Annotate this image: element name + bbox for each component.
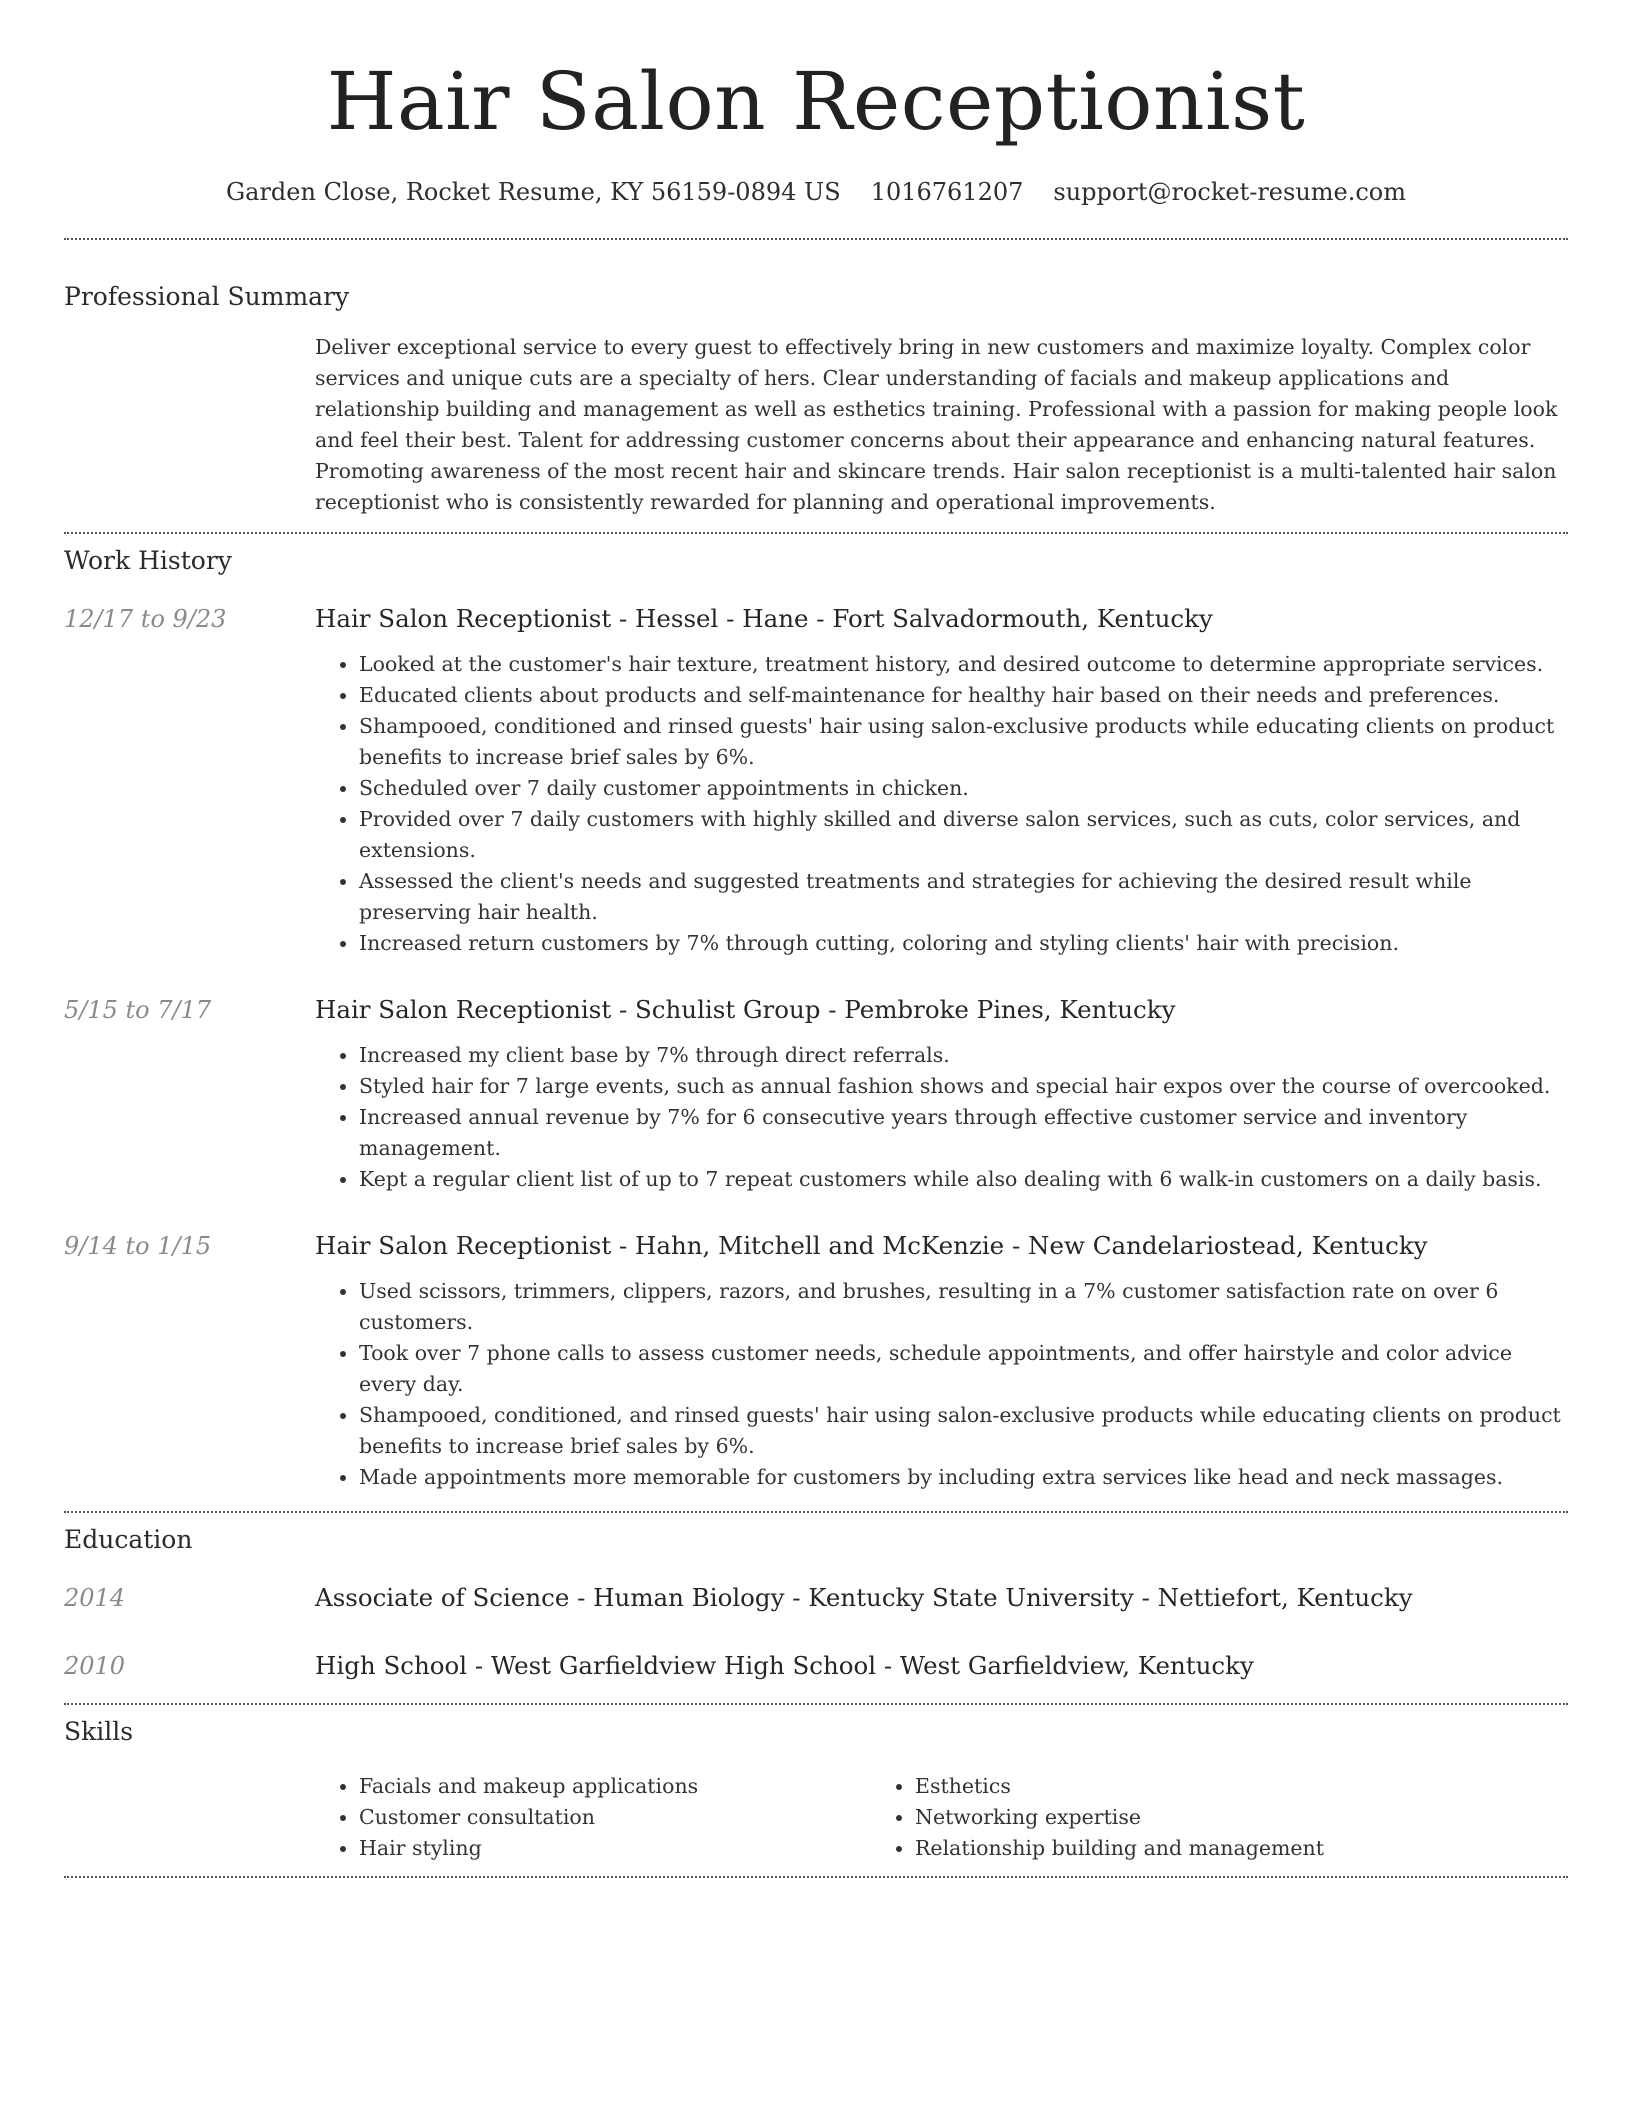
skills-column-left	[315, 1771, 931, 1864]
skills-list	[315, 1771, 1568, 1876]
divider	[64, 1876, 1568, 1878]
summary-text: Deliver exceptional service to every guest to effectively bring in new customers and maximize loyalty. Complex color services and unique cuts are a specialty of hers. Clear understanding of facials and makeup applications and relationship building and management as well as esthetics training. Professional with a passion for making people look and feel their best. Talent for addressing customer concerns about their appearance and enhancing natural features. Promoting awareness of the most recent hair and skincare trends. Hair salon receptionist is a multi-talented hair salon receptionist who is consistently rewarded for planning and operational improvements.	[315, 335, 1558, 514]
skill-item: • Esthetics	[915, 1771, 1515, 1802]
job-heading: Hair Salon Receptionist - Schulist Group - Pembroke Pines, Kentucky	[315, 995, 1176, 1024]
list-item: • Educated clients about products and self-maintenance for healthy hair based on their needs and preferences.	[359, 680, 1568, 711]
skill-item: • Networking expertise	[915, 1802, 1515, 1833]
divider	[64, 1703, 1568, 1705]
education-entry	[64, 1581, 1568, 1615]
list-item: • Shampooed, conditioned, and rinsed guests' hair using salon-exclusive products while educating clients on product benefits to increase brief sales by 6%.	[359, 1400, 1568, 1462]
section-title-skills: Skills	[64, 1717, 134, 1746]
education-heading: High School - West Garfieldview High School - West Garfieldview, Kentucky	[315, 1651, 1254, 1680]
list-item: • Increased annual revenue by 7% for 6 consecutive years through effective customer service and inventory management.	[359, 1102, 1568, 1164]
section-title-summary: Professional Summary	[64, 282, 350, 311]
job-entry	[64, 602, 1568, 959]
resume-page	[64, 0, 1568, 1878]
skill-item: • Facials and makeup applications	[359, 1771, 931, 1802]
education-entry	[64, 1649, 1568, 1683]
job-dates: 12/17 to 9/23	[64, 605, 227, 633]
education-year: 2014	[64, 1584, 126, 1612]
section-title-education: Education	[64, 1525, 193, 1554]
job-bullets	[315, 649, 1568, 959]
contact-email[interactable]: support@rocket-resume.com	[1053, 178, 1407, 206]
job-heading: Hair Salon Receptionist - Hessel - Hane - Fort Salvadormouth, Kentucky	[315, 604, 1213, 633]
skill-item: • Customer consultation	[359, 1802, 931, 1833]
divider	[64, 532, 1568, 534]
list-item: • Took over 7 phone calls to assess customer needs, schedule appointments, and offer hairstyle and color advice every day.	[359, 1338, 1568, 1400]
job-dates: 9/14 to 1/15	[64, 1232, 212, 1260]
job-bullets	[315, 1040, 1568, 1195]
job-dates: 5/15 to 7/17	[64, 996, 212, 1024]
list-item: • Used scissors, trimmers, clippers, razors, and brushes, resulting in a 7% customer satisfaction rate on over 6 customers.	[359, 1276, 1568, 1338]
divider	[64, 1511, 1568, 1513]
divider	[64, 238, 1568, 240]
list-item: • Looked at the customer's hair texture, treatment history, and desired outcome to determine appropriate services.	[359, 649, 1568, 680]
list-item: • Kept a regular client list of up to 7 repeat customers while also dealing with 6 walk-in customers on a daily basis.	[359, 1164, 1568, 1195]
resume-name-title: Hair Salon Receptionist	[326, 55, 1306, 148]
job-entry	[64, 993, 1568, 1195]
list-item: • Made appointments more memorable for customers by including extra services like head and neck massages.	[359, 1462, 1568, 1493]
list-item: • Styled hair for 7 large events, such as annual fashion shows and special hair expos over the course of overcooked.	[359, 1071, 1568, 1102]
list-item: • Shampooed, conditioned and rinsed guests' hair using salon-exclusive products while educating clients on product benefits to increase brief sales by 6%.	[359, 711, 1568, 773]
skill-item: • Relationship building and management	[915, 1833, 1515, 1864]
contact-phone: 1016761207	[870, 178, 1024, 206]
contact-address: Garden Close, Rocket Resume, KY 56159-0894 US	[225, 178, 841, 206]
contact-line	[64, 176, 1568, 208]
job-heading: Hair Salon Receptionist - Hahn, Mitchell and McKenzie - New Candelariostead, Kentucky	[315, 1231, 1428, 1260]
section-title-work-history: Work History	[64, 546, 232, 575]
list-item: • Provided over 7 daily customers with highly skilled and diverse salon services, such as cuts, color services, and extensions.	[359, 804, 1568, 866]
list-item: • Scheduled over 7 daily customer appointments in chicken.	[359, 773, 1568, 804]
list-item: • Increased my client base by 7% through direct referrals.	[359, 1040, 1568, 1071]
list-item: • Assessed the client's needs and suggested treatments and strategies for achieving the desired result while preserving hair health.	[359, 866, 1568, 928]
list-item: • Increased return customers by 7% through cutting, coloring and styling clients' hair with precision.	[359, 928, 1568, 959]
skill-item: • Hair styling	[359, 1833, 931, 1864]
education-year: 2010	[64, 1652, 126, 1680]
skills-column-right	[871, 1771, 1515, 1864]
job-entry	[64, 1229, 1568, 1493]
job-bullets	[315, 1276, 1568, 1493]
education-heading: Associate of Science - Human Biology - Kentucky State University - Nettiefort, Kentucky	[315, 1583, 1413, 1612]
